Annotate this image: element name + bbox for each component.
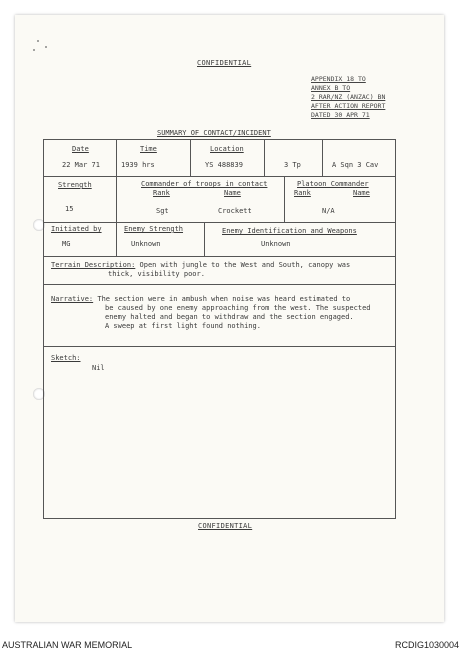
narrative-label: Narrative:: [51, 295, 94, 303]
platoon-commander-label: Platoon Commander: [297, 180, 369, 188]
enemy-strength-value: Unknown: [131, 240, 161, 248]
col-divider: [204, 222, 205, 256]
col-divider: [190, 140, 191, 176]
narrative: [51, 295, 350, 303]
squadron-value: A Sqn 3 Cav: [332, 161, 379, 169]
archive-reference: RCDIG1030004: [394, 640, 459, 650]
platoon-name-label: Name: [353, 189, 370, 197]
platoon-rank-label: Rank: [294, 189, 311, 197]
form-title: SUMMARY OF CONTACT/INCIDENT: [157, 129, 271, 137]
date-label: Date: [72, 145, 89, 153]
enemy-identification-label: Enemy Identification and Weapons: [222, 227, 357, 235]
strength-value: 15: [65, 205, 74, 213]
commander-rank-value: Sgt: [156, 207, 169, 215]
narrative-line: be caused by one enemy approaching from the west. The suspected: [105, 304, 371, 312]
commander-name-label: Name: [224, 189, 241, 197]
archive-name: AUSTRALIAN WAR MEMORIAL: [2, 640, 133, 650]
col-divider: [322, 140, 323, 176]
narrative-line: enemy halted and began to withdraw and the section engaged.: [105, 313, 354, 321]
terrain-description: [51, 261, 350, 269]
classification-bottom: CONFIDENTIAL: [198, 522, 253, 530]
commander-name-value: Crockett: [218, 207, 252, 215]
terrain-label: Terrain Description:: [51, 261, 136, 269]
time-label: Time: [140, 145, 157, 153]
date-value: 22 Mar 71: [62, 161, 100, 169]
location-label: Location: [210, 145, 244, 153]
commander-rank-label: Rank: [153, 189, 170, 197]
col-divider: [116, 176, 117, 222]
platoon-value: N/A: [322, 207, 335, 215]
header-line: APPENDIX 18 TO: [311, 75, 366, 83]
sketch-label: Sketch:: [51, 354, 81, 362]
paper-speck: [45, 46, 47, 48]
col-divider: [264, 140, 265, 176]
row-divider: [44, 284, 395, 285]
location-value: YS 488839: [205, 161, 243, 169]
row-divider: [44, 176, 395, 177]
terrain-line: Open with jungle to the West and South, canopy was: [139, 261, 351, 269]
initiated-by-value: MG: [62, 240, 71, 248]
time-value: 1939 hrs: [121, 161, 155, 169]
header-line: ANNEX B TO: [311, 84, 351, 92]
terrain-line: thick, visibility poor.: [108, 270, 205, 278]
row-divider: [44, 256, 395, 257]
classification-top: CONFIDENTIAL: [197, 59, 252, 67]
commander-label: Commander of troops in contact: [141, 180, 268, 188]
archive-footer: [0, 636, 462, 653]
row-divider: [44, 222, 395, 223]
troop-value: 3 Tp: [284, 161, 301, 169]
enemy-strength-label: Enemy Strength: [124, 225, 184, 233]
strength-label: Strength: [58, 181, 92, 189]
paper-speck: [37, 40, 39, 42]
col-divider: [284, 176, 285, 222]
header-line: 2 RAR/NZ (ANZAC) BN: [311, 93, 386, 101]
header-line: DATED 30 APR 71: [311, 111, 370, 119]
narrative-line: A sweep at first light found nothing.: [105, 322, 261, 330]
narrative-line: The section were in ambush when noise was heard estimated to: [97, 295, 351, 303]
sketch-value: Nil: [92, 364, 105, 372]
appendix-header: [311, 75, 385, 120]
header-line: AFTER ACTION REPORT: [311, 102, 386, 110]
paper-speck: [33, 49, 35, 51]
initiated-by-label: Initiated by: [51, 225, 102, 233]
enemy-identification-value: Unknown: [261, 240, 291, 248]
col-divider: [116, 222, 117, 256]
col-divider: [116, 140, 117, 176]
row-divider: [44, 346, 395, 347]
